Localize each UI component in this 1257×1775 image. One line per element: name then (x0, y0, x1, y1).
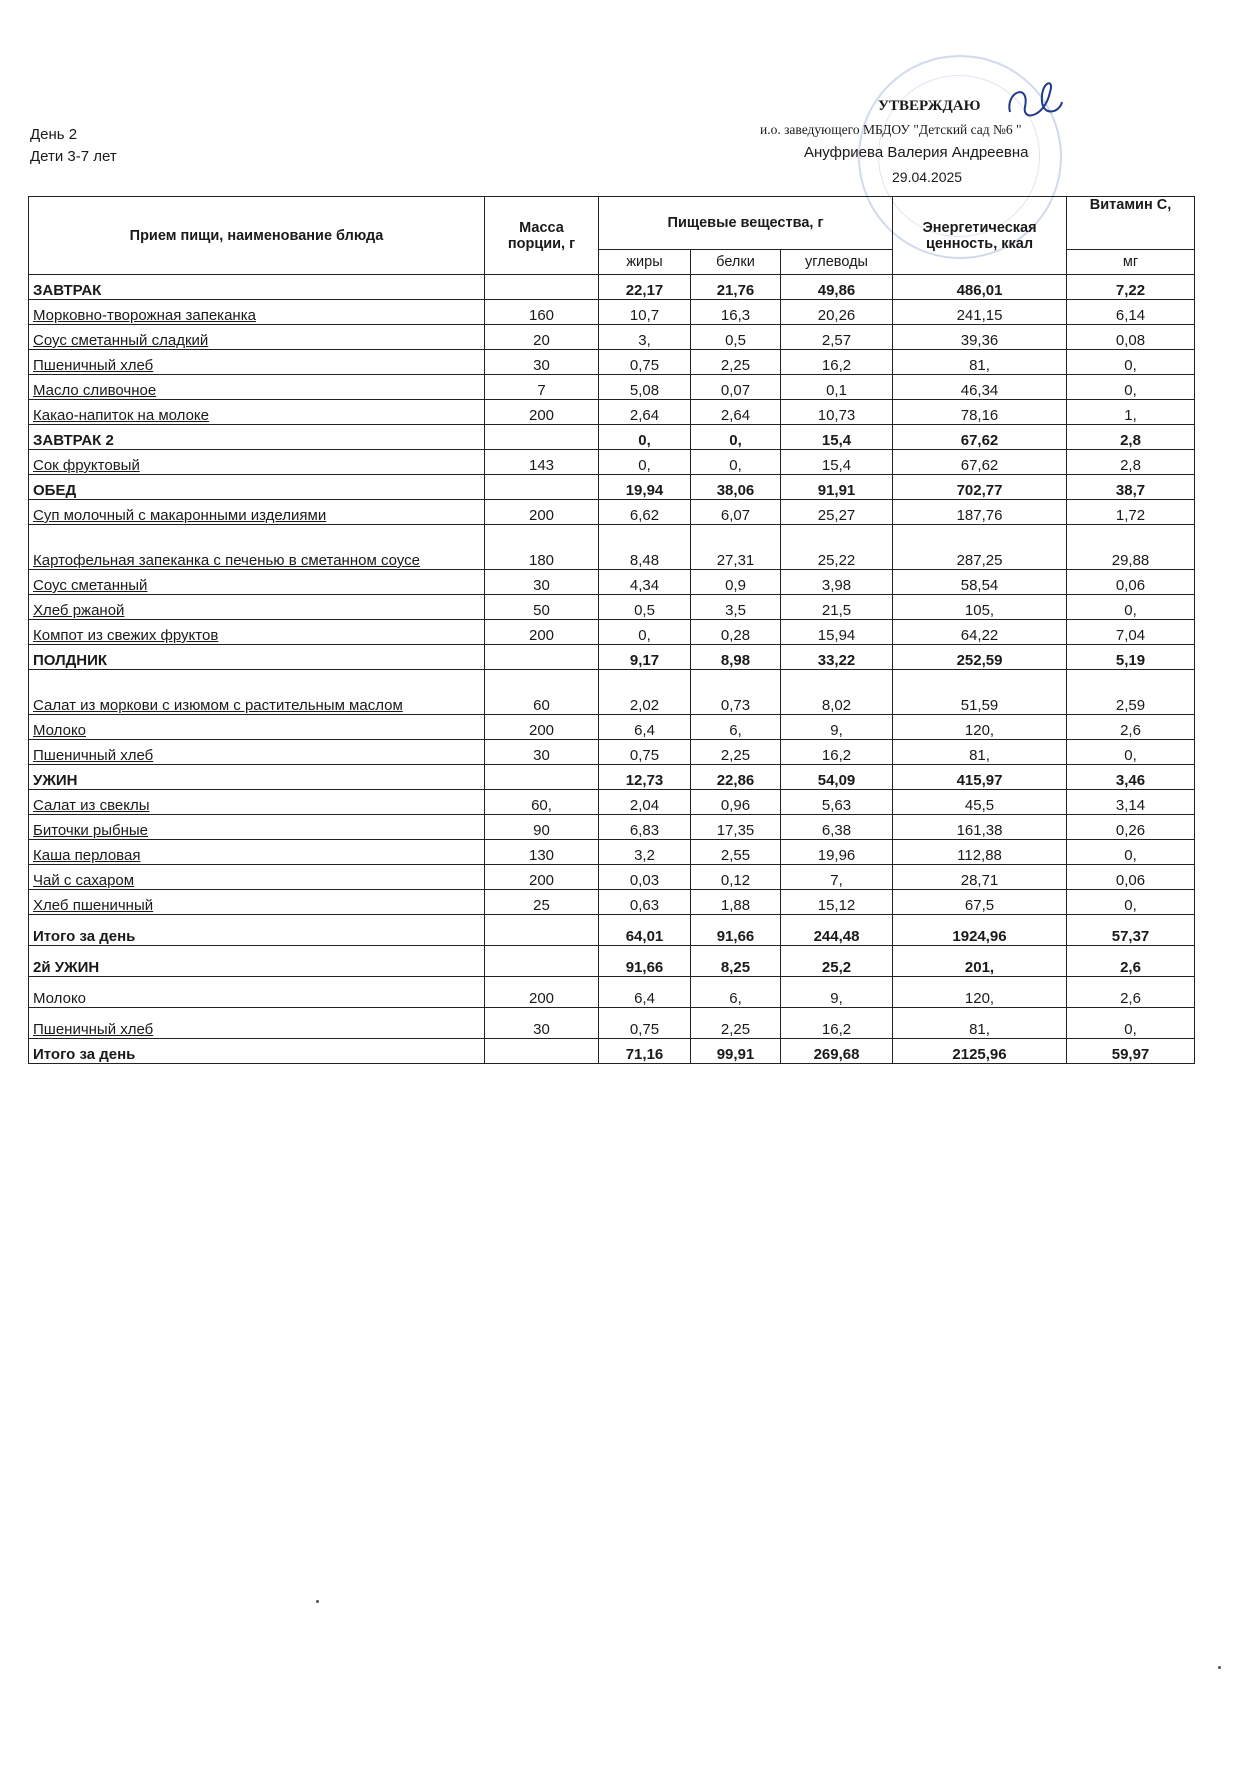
cell-carbs: 2,57 (781, 325, 893, 350)
cell-fat: 2,02 (599, 670, 691, 715)
cell-carbs: 7, (781, 865, 893, 890)
col-meal-header: Прием пищи, наименование блюда (29, 197, 485, 275)
cell-vit: 0, (1067, 350, 1195, 375)
table-row (29, 740, 1195, 765)
dish-name: Суп молочный с макаронными изделиями (29, 500, 485, 525)
cell-fat: 0, (599, 450, 691, 475)
cell-fat: 64,01 (599, 915, 691, 946)
cell-protein: 0,12 (691, 865, 781, 890)
cell-mass (485, 915, 599, 946)
cell-vit: 0,26 (1067, 815, 1195, 840)
cell-fat: 4,34 (599, 570, 691, 595)
cell-energy: 287,25 (893, 525, 1067, 570)
day-label: День 2 (30, 126, 78, 143)
cell-fat: 91,66 (599, 946, 691, 977)
cell-energy: 415,97 (893, 765, 1067, 790)
table-section-row (29, 475, 1195, 500)
cell-mass: 60, (485, 790, 599, 815)
cell-mass: 180 (485, 525, 599, 570)
dish-name: ПОЛДНИК (29, 645, 485, 670)
cell-vit: 38,7 (1067, 475, 1195, 500)
cell-mass: 200 (485, 865, 599, 890)
cell-carbs: 5,63 (781, 790, 893, 815)
dish-name: Какао-напиток на молоке (29, 400, 485, 425)
cell-mass: 7 (485, 375, 599, 400)
cell-carbs: 20,26 (781, 300, 893, 325)
table-row (29, 620, 1195, 645)
cell-carbs: 3,98 (781, 570, 893, 595)
cell-vit: 0, (1067, 840, 1195, 865)
dish-name: Биточки рыбные (29, 815, 485, 840)
cell-vit: 0, (1067, 740, 1195, 765)
cell-energy: 702,77 (893, 475, 1067, 500)
cell-protein: 99,91 (691, 1039, 781, 1064)
col-vitamin-unit: мг (1067, 250, 1195, 275)
table-row (29, 790, 1195, 815)
cell-energy: 105, (893, 595, 1067, 620)
col-protein-header: белки (691, 250, 781, 275)
dish-name: ЗАВТРАК (29, 275, 485, 300)
cell-energy: 161,38 (893, 815, 1067, 840)
cell-fat: 8,48 (599, 525, 691, 570)
cell-mass (485, 425, 599, 450)
cell-energy: 187,76 (893, 500, 1067, 525)
cell-fat: 0,75 (599, 1008, 691, 1039)
cell-energy: 81, (893, 1008, 1067, 1039)
cell-carbs: 16,2 (781, 350, 893, 375)
cell-carbs: 15,4 (781, 425, 893, 450)
cell-carbs: 15,12 (781, 890, 893, 915)
table-row (29, 865, 1195, 890)
cell-carbs: 10,73 (781, 400, 893, 425)
cell-fat: 6,83 (599, 815, 691, 840)
cell-mass: 160 (485, 300, 599, 325)
table-row (29, 450, 1195, 475)
cell-fat: 0,75 (599, 740, 691, 765)
cell-protein: 2,25 (691, 740, 781, 765)
table-row (29, 840, 1195, 865)
dish-name: Морковно-творожная запеканка (29, 300, 485, 325)
cell-mass: 30 (485, 1008, 599, 1039)
table-row (29, 1008, 1195, 1039)
cell-vit: 2,6 (1067, 946, 1195, 977)
cell-mass: 130 (485, 840, 599, 865)
cell-protein: 0,96 (691, 790, 781, 815)
cell-protein: 91,66 (691, 915, 781, 946)
cell-fat: 2,04 (599, 790, 691, 815)
cell-vit: 2,59 (1067, 670, 1195, 715)
cell-vit: 0, (1067, 375, 1195, 400)
cell-mass (485, 645, 599, 670)
dish-name: Молоко (29, 977, 485, 1008)
cell-carbs: 16,2 (781, 740, 893, 765)
cell-fat: 9,17 (599, 645, 691, 670)
cell-fat: 0,5 (599, 595, 691, 620)
cell-energy: 78,16 (893, 400, 1067, 425)
cell-carbs: 16,2 (781, 1008, 893, 1039)
cell-protein: 22,86 (691, 765, 781, 790)
age-group-label: Дети 3-7 лет (30, 148, 117, 165)
cell-fat: 0,03 (599, 865, 691, 890)
table-row (29, 570, 1195, 595)
cell-fat: 22,17 (599, 275, 691, 300)
cell-protein: 38,06 (691, 475, 781, 500)
table-row (29, 375, 1195, 400)
cell-carbs: 9, (781, 977, 893, 1008)
cell-carbs: 6,38 (781, 815, 893, 840)
cell-carbs: 0,1 (781, 375, 893, 400)
cell-energy: 67,5 (893, 890, 1067, 915)
table-section-row (29, 645, 1195, 670)
cell-energy: 46,34 (893, 375, 1067, 400)
cell-carbs: 19,96 (781, 840, 893, 865)
cell-mass: 30 (485, 570, 599, 595)
cell-fat: 0, (599, 425, 691, 450)
cell-mass (485, 475, 599, 500)
cell-carbs: 25,22 (781, 525, 893, 570)
dish-name: Хлеб пшеничный (29, 890, 485, 915)
cell-protein: 0, (691, 450, 781, 475)
dish-name: Соус сметанный (29, 570, 485, 595)
cell-energy: 252,59 (893, 645, 1067, 670)
cell-vit: 1, (1067, 400, 1195, 425)
dish-name: ОБЕД (29, 475, 485, 500)
approval-date: 29.04.2025 (892, 169, 963, 185)
cell-carbs: 25,2 (781, 946, 893, 977)
dish-name: Салат из моркови с изюмом с растительным маслом (29, 670, 485, 715)
signature (1000, 72, 1070, 132)
cell-vit: 2,6 (1067, 977, 1195, 1008)
cell-fat: 2,64 (599, 400, 691, 425)
cell-energy: 58,54 (893, 570, 1067, 595)
cell-mass: 200 (485, 620, 599, 645)
col-nutrients-header: Пищевые вещества, г (599, 197, 893, 250)
cell-protein: 0,28 (691, 620, 781, 645)
dish-name: Хлеб ржаной (29, 595, 485, 620)
cell-protein: 27,31 (691, 525, 781, 570)
cell-vit: 59,97 (1067, 1039, 1195, 1064)
cell-mass: 90 (485, 815, 599, 840)
cell-carbs: 244,48 (781, 915, 893, 946)
table-row (29, 715, 1195, 740)
cell-vit: 0, (1067, 890, 1195, 915)
approval-position: и.о. заведующего МБДОУ "Детский сад №6 " (760, 122, 1022, 137)
cell-fat: 0,75 (599, 350, 691, 375)
col-fat-header: жиры (599, 250, 691, 275)
cell-fat: 3,2 (599, 840, 691, 865)
cell-protein: 17,35 (691, 815, 781, 840)
table-section-row (29, 915, 1195, 946)
approval-title: УТВЕРЖДАЮ (878, 98, 981, 114)
col-carbs-header: углеводы (781, 250, 893, 275)
cell-vit: 29,88 (1067, 525, 1195, 570)
cell-protein: 16,3 (691, 300, 781, 325)
table-section-row (29, 765, 1195, 790)
cell-carbs: 21,5 (781, 595, 893, 620)
cell-mass: 60 (485, 670, 599, 715)
cell-protein: 0, (691, 425, 781, 450)
scan-speck (316, 1600, 319, 1603)
dish-name: Каша перловая (29, 840, 485, 865)
cell-vit: 0, (1067, 1008, 1195, 1039)
cell-energy: 67,62 (893, 450, 1067, 475)
cell-mass: 200 (485, 400, 599, 425)
cell-carbs: 9, (781, 715, 893, 740)
col-energy-header: Энергетическая ценность, ккал (893, 197, 1067, 275)
approval-name: Ануфриева Валерия Андреевна (804, 144, 1029, 161)
table-row (29, 400, 1195, 425)
cell-protein: 6, (691, 977, 781, 1008)
menu-table (28, 196, 1195, 1064)
table-section-row (29, 946, 1195, 977)
dish-name: Итого за день (29, 1039, 485, 1064)
dish-name: 2й УЖИН (29, 946, 485, 977)
cell-mass (485, 275, 599, 300)
cell-vit: 2,8 (1067, 450, 1195, 475)
table-row (29, 670, 1195, 715)
cell-energy: 81, (893, 740, 1067, 765)
cell-fat: 71,16 (599, 1039, 691, 1064)
table-section-row (29, 425, 1195, 450)
cell-energy: 201, (893, 946, 1067, 977)
dish-name: Итого за день (29, 915, 485, 946)
cell-vit: 0, (1067, 595, 1195, 620)
cell-carbs: 15,4 (781, 450, 893, 475)
cell-energy: 67,62 (893, 425, 1067, 450)
cell-carbs: 25,27 (781, 500, 893, 525)
cell-carbs: 269,68 (781, 1039, 893, 1064)
cell-vit: 5,19 (1067, 645, 1195, 670)
cell-fat: 12,73 (599, 765, 691, 790)
cell-energy: 39,36 (893, 325, 1067, 350)
table-row (29, 977, 1195, 1008)
dish-name: УЖИН (29, 765, 485, 790)
menu-table-body (29, 275, 1195, 1064)
cell-energy: 51,59 (893, 670, 1067, 715)
cell-energy: 486,01 (893, 275, 1067, 300)
cell-vit: 6,14 (1067, 300, 1195, 325)
cell-fat: 3, (599, 325, 691, 350)
table-section-row (29, 275, 1195, 300)
cell-protein: 2,25 (691, 1008, 781, 1039)
table-section-row (29, 1039, 1195, 1064)
cell-fat: 6,4 (599, 715, 691, 740)
dish-name: Чай с сахаром (29, 865, 485, 890)
cell-vit: 57,37 (1067, 915, 1195, 946)
cell-energy: 241,15 (893, 300, 1067, 325)
cell-protein: 3,5 (691, 595, 781, 620)
cell-energy: 1924,96 (893, 915, 1067, 946)
document-header-left (30, 124, 117, 168)
cell-carbs: 15,94 (781, 620, 893, 645)
cell-protein: 2,64 (691, 400, 781, 425)
table-row (29, 300, 1195, 325)
cell-energy: 112,88 (893, 840, 1067, 865)
dish-name: Пшеничный хлеб (29, 740, 485, 765)
cell-mass: 200 (485, 715, 599, 740)
cell-mass (485, 1039, 599, 1064)
cell-vit: 0,08 (1067, 325, 1195, 350)
table-row (29, 595, 1195, 620)
cell-carbs: 8,02 (781, 670, 893, 715)
cell-carbs: 33,22 (781, 645, 893, 670)
dish-name: Салат из свеклы (29, 790, 485, 815)
cell-carbs: 91,91 (781, 475, 893, 500)
cell-vit: 2,8 (1067, 425, 1195, 450)
cell-mass: 20 (485, 325, 599, 350)
cell-protein: 21,76 (691, 275, 781, 300)
cell-carbs: 49,86 (781, 275, 893, 300)
cell-carbs: 54,09 (781, 765, 893, 790)
dish-name: ЗАВТРАК 2 (29, 425, 485, 450)
dish-name: Пшеничный хлеб (29, 1008, 485, 1039)
cell-fat: 0,63 (599, 890, 691, 915)
cell-mass: 30 (485, 350, 599, 375)
dish-name: Молоко (29, 715, 485, 740)
cell-vit: 3,14 (1067, 790, 1195, 815)
cell-mass (485, 765, 599, 790)
cell-mass: 25 (485, 890, 599, 915)
cell-fat: 6,4 (599, 977, 691, 1008)
cell-mass: 200 (485, 977, 599, 1008)
dish-name: Сок фруктовый (29, 450, 485, 475)
table-row (29, 500, 1195, 525)
cell-vit: 0,06 (1067, 570, 1195, 595)
cell-mass: 143 (485, 450, 599, 475)
table-row (29, 350, 1195, 375)
cell-mass: 30 (485, 740, 599, 765)
cell-vit: 2,6 (1067, 715, 1195, 740)
cell-vit: 7,04 (1067, 620, 1195, 645)
table-row (29, 525, 1195, 570)
cell-vit: 7,22 (1067, 275, 1195, 300)
cell-protein: 8,98 (691, 645, 781, 670)
cell-energy: 28,71 (893, 865, 1067, 890)
cell-mass: 50 (485, 595, 599, 620)
dish-name: Картофельная запеканка с печенью в сметанном соусе (29, 525, 485, 570)
cell-mass (485, 946, 599, 977)
dish-name: Соус сметанный сладкий (29, 325, 485, 350)
table-row (29, 815, 1195, 840)
cell-energy: 64,22 (893, 620, 1067, 645)
cell-protein: 2,55 (691, 840, 781, 865)
cell-vit: 1,72 (1067, 500, 1195, 525)
cell-protein: 1,88 (691, 890, 781, 915)
cell-mass: 200 (485, 500, 599, 525)
cell-fat: 10,7 (599, 300, 691, 325)
cell-protein: 0,73 (691, 670, 781, 715)
cell-fat: 6,62 (599, 500, 691, 525)
cell-energy: 120, (893, 977, 1067, 1008)
cell-protein: 6,07 (691, 500, 781, 525)
cell-protein: 6, (691, 715, 781, 740)
cell-protein: 0,5 (691, 325, 781, 350)
cell-energy: 45,5 (893, 790, 1067, 815)
cell-energy: 120, (893, 715, 1067, 740)
cell-fat: 5,08 (599, 375, 691, 400)
dish-name: Компот из свежих фруктов (29, 620, 485, 645)
cell-fat: 0, (599, 620, 691, 645)
cell-energy: 2125,96 (893, 1039, 1067, 1064)
cell-vit: 0,06 (1067, 865, 1195, 890)
cell-protein: 0,07 (691, 375, 781, 400)
dish-name: Пшеничный хлеб (29, 350, 485, 375)
cell-fat: 19,94 (599, 475, 691, 500)
table-row (29, 325, 1195, 350)
cell-protein: 0,9 (691, 570, 781, 595)
cell-energy: 81, (893, 350, 1067, 375)
col-vitamin-header: Витамин С, (1067, 197, 1195, 250)
table-row (29, 890, 1195, 915)
cell-vit: 3,46 (1067, 765, 1195, 790)
col-mass-header: Масса порции, г (485, 197, 599, 275)
scan-speck (1218, 1666, 1221, 1669)
cell-protein: 2,25 (691, 350, 781, 375)
cell-protein: 8,25 (691, 946, 781, 977)
dish-name: Масло сливочное (29, 375, 485, 400)
